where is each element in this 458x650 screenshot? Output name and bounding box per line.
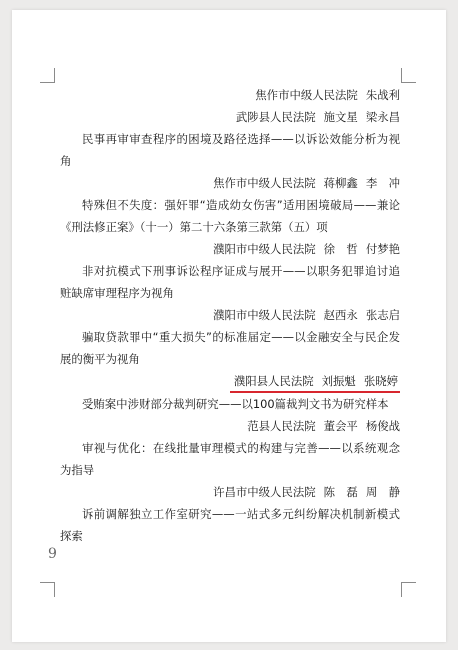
article-title: 民事再审审查程序的困境及路径选择——以诉讼效能分析为视角 — [60, 132, 400, 168]
author-line — [60, 370, 400, 393]
court-name: 濮阳市中级人民法院 — [213, 308, 316, 322]
author-name: 李 冲 — [365, 176, 400, 190]
author-line — [60, 238, 400, 260]
crop-mark-top-left — [40, 68, 55, 83]
document-body — [60, 84, 400, 547]
author-name: 蒋柳鑫 — [323, 176, 358, 190]
crop-mark-top-right — [401, 68, 416, 83]
author-name: 陈 磊 — [323, 485, 358, 499]
court-name: 武陟县人民法院 — [235, 110, 316, 124]
author-line — [60, 415, 400, 437]
article-title: 受贿案中涉财部分裁判研究——以100篇裁判文书为研究样本 — [82, 397, 389, 411]
author-name: 董会平 — [323, 419, 358, 433]
article-title: 诉前调解独立工作室研究——一站式多元纠纷解决机制新模式探索 — [60, 507, 400, 543]
court-name: 焦作市中级人民法院 — [255, 88, 358, 102]
author-name: 付梦艳 — [365, 242, 400, 256]
court-name: 范县人民法院 — [247, 419, 316, 433]
author-name: 徐 哲 — [323, 242, 358, 256]
author-name: 朱战利 — [365, 88, 400, 102]
highlighted-author-line — [230, 372, 400, 393]
article-title: 审视与优化：在线批量审理模式的构建与完善——以系统观念为指导 — [60, 441, 400, 477]
author-name: 周 静 — [365, 485, 400, 499]
author-line — [60, 172, 400, 194]
author-line — [60, 106, 400, 128]
author-name: 刘振魁 — [321, 374, 356, 388]
author-name: 施文星 — [323, 110, 358, 124]
author-line — [60, 481, 400, 503]
document-page — [12, 10, 446, 642]
court-name: 濮阳市中级人民法院 — [213, 242, 316, 256]
author-name: 张志启 — [365, 308, 400, 322]
court-name: 焦作市中级人民法院 — [213, 176, 316, 190]
crop-mark-bottom-right — [401, 582, 416, 597]
court-name: 许昌市中级人民法院 — [213, 485, 316, 499]
author-name: 赵西永 — [323, 308, 358, 322]
author-name: 张晓婷 — [363, 374, 398, 388]
court-name: 濮阳县人民法院 — [233, 374, 314, 388]
author-line — [60, 84, 400, 106]
article-title: 特殊但不失度：强奸罪“造成幼女伤害”适用困境破局——兼论《刑法修正案》（十一）第二十六条第三款第（五）项 — [60, 198, 400, 234]
author-name: 杨俊战 — [365, 419, 400, 433]
crop-mark-bottom-left — [40, 582, 55, 597]
page-number: 9 — [48, 546, 57, 562]
author-line — [60, 304, 400, 326]
article-title: 骗取贷款罪中“重大损失”的标准届定——以金融安全与民企发展的衡平为视角 — [60, 330, 400, 366]
author-name: 梁永昌 — [365, 110, 400, 124]
article-title: 非对抗模式下刑事诉讼程序证成与展开——以职务犯罪追讨追赃缺席审理程序为视角 — [60, 264, 400, 300]
